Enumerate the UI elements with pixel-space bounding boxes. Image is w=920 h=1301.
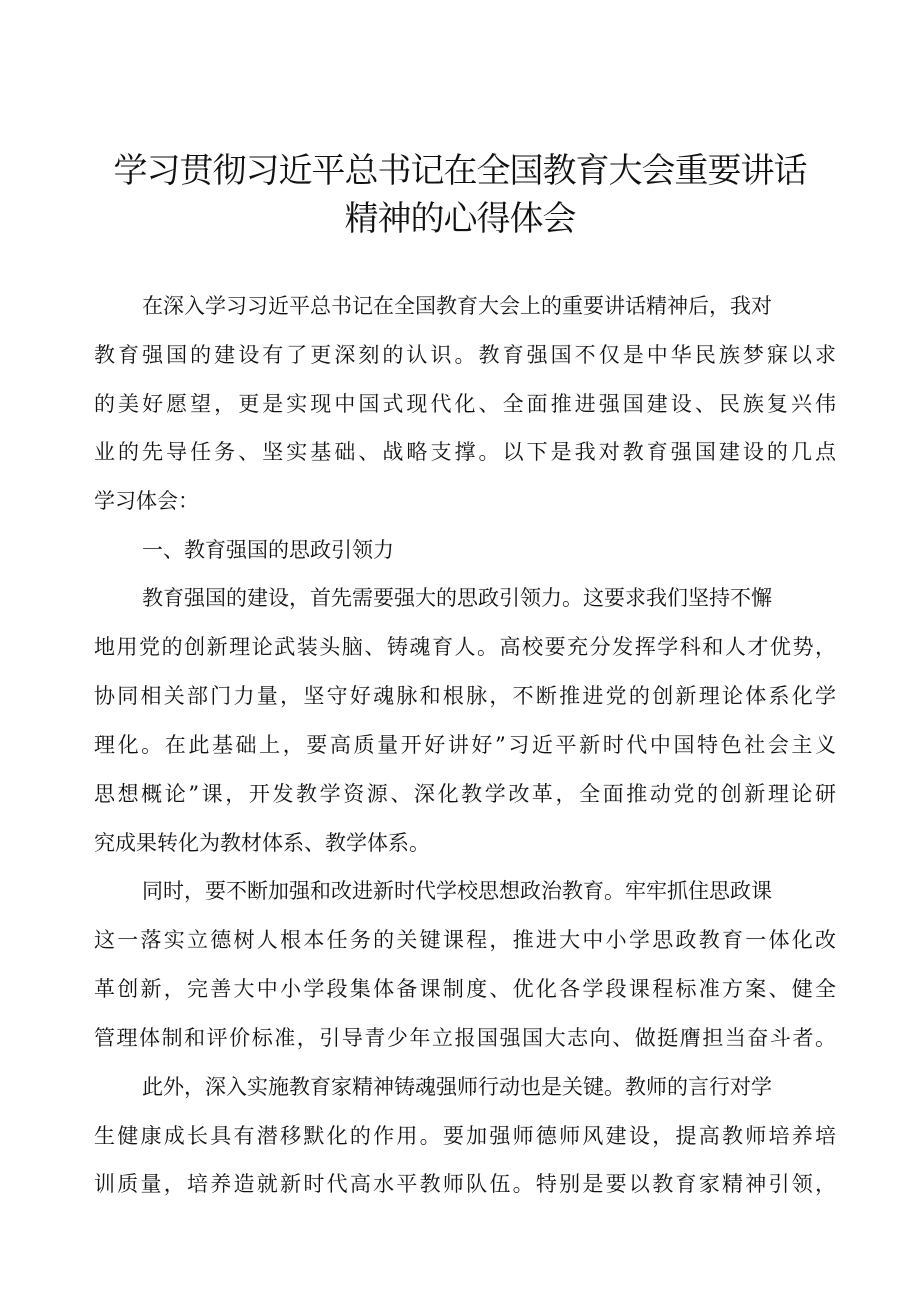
paragraph-line: 究成果转化为教材体系、教学体系。 <box>94 831 430 855</box>
intro-line: 的美好愿望，更是实现中国式现代化、全面推进强国建设、民族复兴伟 <box>94 392 836 416</box>
section-heading: 一、教育强国的思政引领力 <box>142 538 394 562</box>
document-title-line-2: 精神的心得体会 <box>344 199 576 239</box>
paragraph-line: 革创新，完善大中小学段集体备课制度、优化各学段课程标准方案、健全 <box>94 977 836 1001</box>
paragraph-line: 生健康成长具有潜移默化的作用。要加强师德师风建设，提高教师培养培 <box>94 1124 836 1148</box>
paragraph-line: 地用党的创新理论武装头脑、铸魂育人。高校要充分发挥学科和人才优势， <box>94 635 836 659</box>
document-title-line-1: 学习贯彻习近平总书记在全国教育大会重要讲话 <box>113 151 807 191</box>
document-body <box>94 0 836 1301</box>
intro-line: 业的先导任务、坚实基础、战略支撑。以下是我对教育强国建设的几点 <box>94 440 836 464</box>
paragraph-line: 管理体制和评价标准，引导青少年立报国强国大志向、做挺膺担当奋斗者。 <box>94 1026 836 1050</box>
intro-line: 教育强国的建设有了更深刻的认识。教育强国不仅是中华民族梦寐以求 <box>94 343 836 367</box>
paragraph-line: 训质量，培养造就新时代高水平教师队伍。特别是要以教育家精神引领， <box>94 1172 836 1196</box>
paragraph-line: 协同相关部门力量，坚守好魂脉和根脉，不断推进党的创新理论体系化学 <box>94 684 836 708</box>
paragraph-line: 这一落实立德树人根本任务的关键课程，推进大中小学思政教育一体化改 <box>94 928 836 952</box>
paragraph-line: 思想概论”课，开发教学资源、深化教学改革，全面推动党的创新理论研 <box>94 782 836 806</box>
paragraph-line: 同时，要不断加强和改进新时代学校思想政治教育。牢牢抓住思政课 <box>142 879 772 903</box>
paragraph-line: 教育强国的建设，首先需要强大的思政引领力。这要求我们坚持不懈 <box>142 586 772 610</box>
paragraph-line: 此外，深入实施教育家精神铸魂强师行动也是关键。教师的言行对学 <box>142 1075 772 1099</box>
intro-line: 在深入学习习近平总书记在全国教育大会上的重要讲话精神后，我对 <box>142 294 772 318</box>
intro-line: 学习体会： <box>94 489 199 513</box>
paragraph-line: 理化。在此基础上，要高质量开好讲好”习近平新时代中国特色社会主义 <box>94 733 836 757</box>
